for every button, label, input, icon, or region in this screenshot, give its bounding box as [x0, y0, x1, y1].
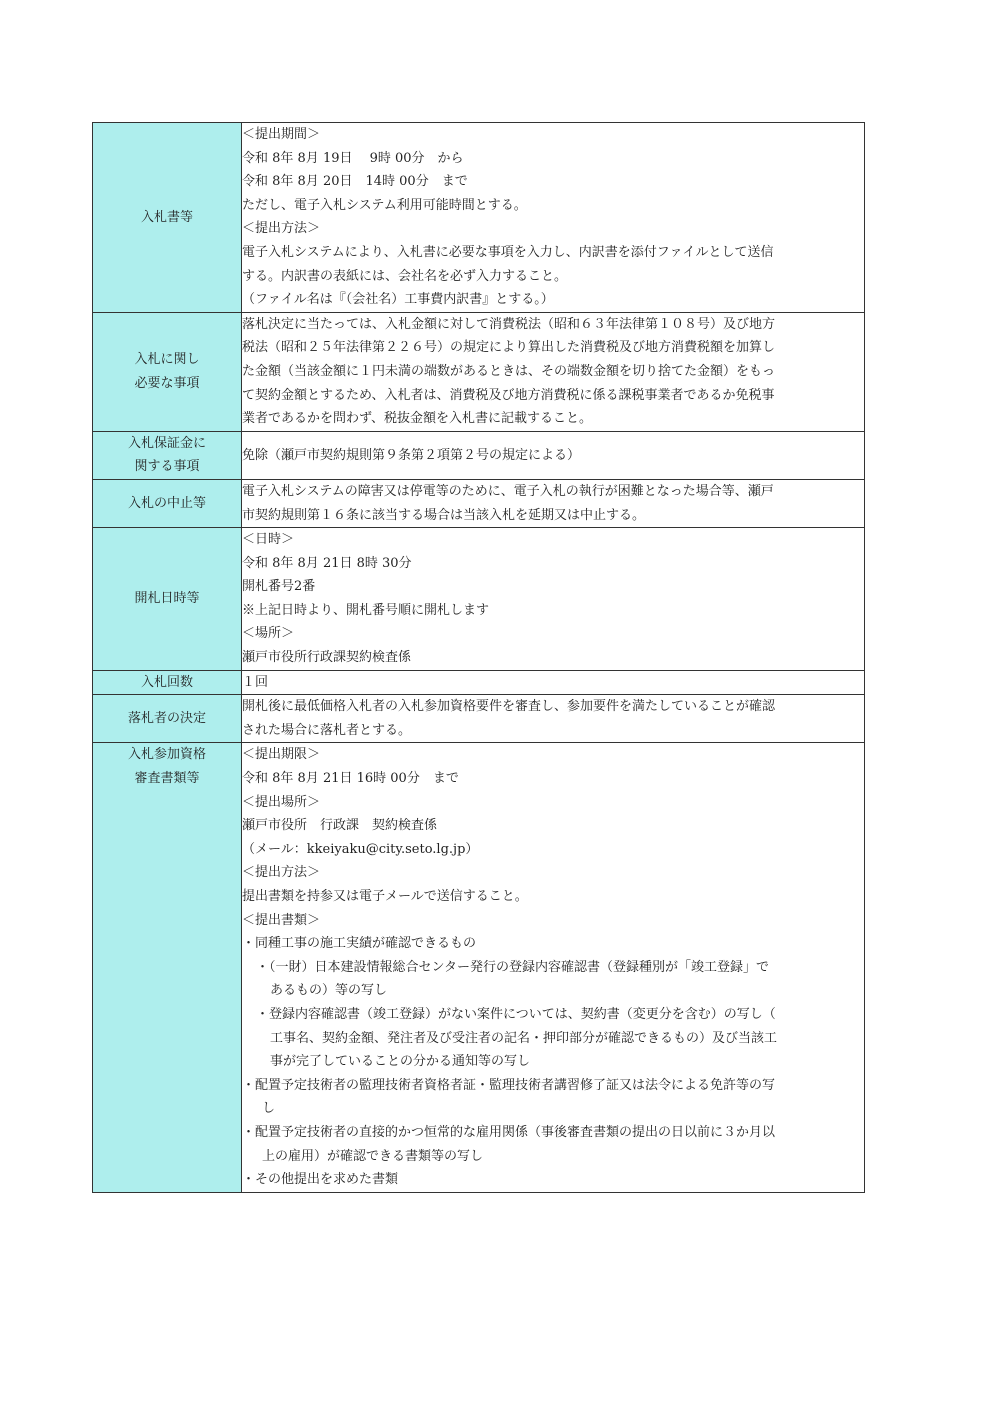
table-row: [93, 670, 865, 695]
row-content-cell: [242, 312, 865, 431]
row-content-cell: [242, 695, 865, 743]
content-line: する。内訳書の表紙には、会社名を必ず入力すること。: [242, 268, 568, 284]
content-line: された場合に落札者とする。: [242, 722, 412, 738]
content-line: ・その他提出を求めた書類: [242, 1172, 399, 1188]
content-line: ただし、電子入札システム利用可能時間とする。: [242, 197, 527, 213]
table-body: [93, 123, 865, 1193]
content-line: 令和 8年 8月 19日 9時 00分 から: [242, 150, 464, 166]
row-header-label: 開札日時等: [134, 591, 200, 607]
row-content-cell: [242, 123, 865, 313]
row-content-cell: [242, 670, 865, 695]
content-line: 業者であるかを問わず、税抜金額を入札書に記載すること。: [242, 411, 592, 427]
row-header-cell: [93, 743, 242, 1192]
content-line: 開札後に最低価格入札者の入札参加資格要件を審査し、参加要件を満たしていることが確認: [242, 699, 776, 715]
row-header-label: 入札保証金に: [127, 435, 206, 451]
content-line: 瀬戸市役所 行政課 契約検査係: [242, 818, 438, 834]
content-line: ＜提出期間＞: [242, 127, 321, 142]
content-line: て契約金額とするため、入札者は、消費税及び地方消費税に係る課税事業者であるか免税事: [242, 387, 775, 403]
row-header-label: 関する事項: [134, 459, 200, 475]
content-line: 事が完了していることの分かる通知等の写し: [270, 1054, 531, 1070]
content-line: ※上記日時より、開札番号順に開札します: [242, 602, 490, 618]
content-line: ＜提出場所＞: [242, 794, 321, 810]
table-row: [93, 743, 865, 1192]
content-line: し: [262, 1101, 276, 1117]
content-line: 令和 8年 8月 21日 16時 00分 まで: [242, 771, 459, 787]
row-header-label: 入札書等: [140, 209, 193, 225]
tender-info-table: [92, 122, 865, 1193]
content-line: た金額（当該金額に１円未満の端数があるときは、その端数金額を切り捨てた金額）をもっ: [242, 363, 776, 379]
content-line: 工事名、契約金額、発注者及び受注者の記名・押印部分が確認できるもの）及び当該工: [270, 1030, 778, 1046]
row-header-label: 入札に関し: [134, 352, 200, 368]
content-line: ・同種工事の施工実績が確認できるもの: [242, 936, 477, 952]
row-header-cell: [93, 431, 242, 479]
content-line: ＜提出書類＞: [242, 912, 321, 928]
content-line: （メール：kkeiyaku@city.seto.lg.jp）: [242, 841, 479, 857]
row-content-cell: [242, 479, 865, 527]
row-header-label: 入札参加資格: [127, 747, 206, 763]
content-line: ＜提出期限＞: [242, 747, 321, 763]
content-line: 落札決定に当たっては、入札金額に対して消費税法（昭和６３年法律第１０８号）及び地方: [242, 316, 776, 332]
table-row: [93, 123, 865, 313]
content-line: 税法（昭和２５年法律第２２６号）の規定により算出した消費税及び地方消費税額を加算し: [242, 340, 776, 356]
table-row: [93, 479, 865, 527]
content-line: 開札番号2番: [242, 579, 316, 595]
row-content-cell: [242, 528, 865, 671]
row-header-label: 入札回数: [140, 674, 193, 690]
row-header-cell: [93, 312, 242, 431]
content-line: 市契約規則第１６条に該当する場合は当該入札を延期又は中止する。: [242, 507, 646, 523]
content-line: 免除（瀬戸市契約規則第９条第２項第２号の規定による）: [242, 447, 581, 463]
table-row: [93, 695, 865, 743]
content-line: あるもの）等の写し: [270, 983, 388, 999]
content-line: ＜提出方法＞: [242, 865, 321, 881]
row-header-label: 必要な事項: [134, 375, 200, 391]
row-header-cell: [93, 479, 242, 527]
content-line: ＜提出方法＞: [242, 221, 321, 237]
table-row: [93, 431, 865, 479]
content-line: ・配置予定技術者の直接的かつ恒常的な雇用関係（事後審査書類の提出の日以前に３か月以: [242, 1124, 776, 1140]
content-line: ・（一財）日本建設情報総合センター発行の登録内容確認書（登録種別が「竣工登録」で: [256, 959, 769, 975]
content-line: 瀬戸市役所行政課契約検査係: [242, 650, 412, 666]
content-line: ・登録内容確認書（竣工登録）がない案件については、契約書（変更分を含む）の写し（: [256, 1006, 776, 1022]
content-line: 電子入札システムにより、入札書に必要な事項を入力し、内訳書を添付ファイルとして送信: [242, 244, 774, 260]
table-row: [93, 528, 865, 671]
row-content-cell: [242, 431, 865, 479]
content-line: 電子入札システムの障害又は停電等のために、電子入札の執行が困難となった場合等、瀬戸: [242, 483, 774, 499]
content-line: １回: [242, 674, 269, 690]
content-line: （ファイル名は『（会社名）工事費内訳書』とする。）: [242, 292, 554, 308]
row-header-label: 審査書類等: [134, 771, 200, 787]
content-line: ＜場所＞: [242, 626, 295, 642]
row-content-cell: [242, 743, 865, 1192]
row-header-cell: [93, 670, 242, 695]
content-line: 上の雇用）が確認できる書類等の写し: [262, 1148, 484, 1164]
row-header-cell: [93, 528, 242, 671]
row-header-cell: [93, 123, 242, 313]
content-line: ＜日時＞: [242, 532, 295, 548]
row-header-label: 落札者の決定: [127, 711, 206, 727]
content-line: 提出書類を持参又は電子メールで送信すること。: [242, 889, 528, 904]
row-header-cell: [93, 695, 242, 743]
row-header-label: 入札の中止等: [127, 495, 206, 511]
content-line: 令和 8年 8月 20日 14時 00分 まで: [242, 174, 468, 190]
table-row: [93, 312, 865, 431]
content-line: ・配置予定技術者の監理技術者資格者証・監理技術者講習修了証又は法令による免許等の写: [242, 1077, 776, 1093]
content-line: 令和 8年 8月 21日 8時 30分: [242, 555, 412, 571]
